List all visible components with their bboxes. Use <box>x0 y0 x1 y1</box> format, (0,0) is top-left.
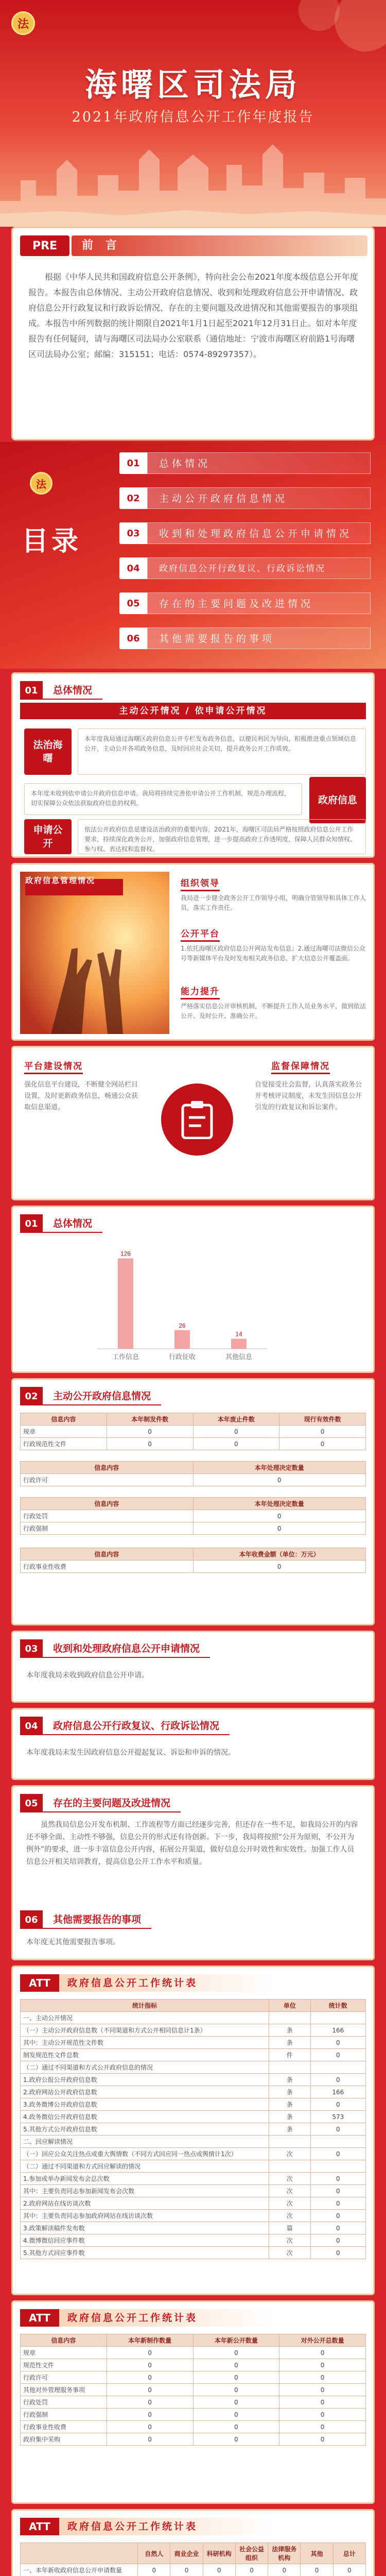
table-row <box>21 2371 366 2384</box>
box-text-law: 本年度我局通过海曙区政府信息公开专栏发布政务信息，以便民利民为导向，积极推进重点领域信息公开，主动公开各项政务信息，及时回应社会关切，提升政务公开工作质效。 <box>78 728 366 775</box>
table-regulations <box>20 1413 366 1450</box>
column-header: 信息内容 <box>21 2334 107 2347</box>
table-cell: 2.政府网站在线访谈次数 <box>21 2197 269 2210</box>
table-cell: 1.政府公报公开政府信息数 <box>21 2074 269 2086</box>
table-cell: 0 <box>107 2421 193 2433</box>
report-header <box>0 0 386 227</box>
sub-title-leadership: 组织领导 <box>181 876 220 891</box>
attachment-3-card <box>11 2509 375 2576</box>
section-header <box>20 1387 161 1405</box>
table-cell <box>310 2012 365 2024</box>
toc-item-03[interactable] <box>119 522 371 544</box>
table-row <box>21 2210 366 2222</box>
column-header: 对外公开总数量 <box>279 2334 366 2347</box>
table-cell: 行政许可 <box>21 1474 194 1486</box>
table-row <box>21 2396 366 2409</box>
table-cell <box>269 2061 311 2074</box>
toc-number: 03 <box>119 522 147 544</box>
table-cell: 0 <box>107 2384 193 2396</box>
toc-number: 02 <box>119 487 147 509</box>
table-cell: 0 <box>310 2074 365 2086</box>
table-cell: 0 <box>107 2409 193 2421</box>
table-cell: 规范性文件 <box>21 2359 107 2371</box>
table-row <box>21 2111 366 2123</box>
table-cell: 0 <box>193 2359 279 2371</box>
table-cell: 0 <box>193 1561 366 1573</box>
table-cell: 条 <box>269 2037 311 2049</box>
table-cell: 0 <box>107 2359 193 2371</box>
preface-card <box>11 227 375 440</box>
column-header: 本年制发件数 <box>107 1413 193 1426</box>
table-cell: 0 <box>333 2564 365 2576</box>
table-cell: 0 <box>107 2396 193 2409</box>
table-cell: 一、主动公开情况 <box>21 2012 269 2024</box>
table-cell: 0 <box>310 2037 365 2049</box>
table-cell: 次 <box>269 2185 311 2197</box>
table-cell: 0 <box>193 1522 366 1535</box>
table-cell: 1.参加或举办新闻发布会总次数 <box>21 2173 269 2185</box>
table-row <box>21 1474 366 1486</box>
table-cell <box>269 2012 311 2024</box>
decorative-clouds <box>288 0 386 62</box>
table-licensing <box>20 1461 366 1486</box>
table-row <box>21 2148 366 2160</box>
image-caption: 政府信息管理情况 <box>25 876 96 885</box>
table-cell: 行政处罚 <box>21 1510 194 1522</box>
section-5-text: 虽然我局信息公开发布机制、工作流程等方面已经逐步完善，但还存在一些不足，如我局公开的内容还不够全面、主动性不够强，信息公开的形式还有待创新。下一步，我局将按照“公开为原则，不公开为例外”的要求，进一步丰富信息公开内容，拓展公开渠道，做好信息公开时效性和实效性。加强工作人员信息公开相关培训教育，提高信息公开工作水平和质量。 <box>26 1821 358 1866</box>
table-cell: 5.其他方式回应事件数 <box>21 2247 269 2259</box>
table-row <box>21 2123 366 2136</box>
table-cell: 次 <box>269 2210 311 2222</box>
table-row <box>21 2347 366 2359</box>
table-row <box>21 2098 366 2111</box>
section-6-text: 本年度无其他需要报告事项。 <box>26 1938 120 1946</box>
box-text-info: 本年度未收到依申请公开政府信息申请。我局将持续完善依申请公开工作机制，规范办理流程，切实保障公众依法获取政府信息的权利。 <box>24 783 302 815</box>
section-header <box>20 1910 151 1929</box>
preface-heading: 前言 <box>72 235 367 256</box>
table-cell: 0 <box>310 2185 365 2197</box>
table-cell: 0 <box>279 2347 366 2359</box>
table-row <box>21 2359 366 2371</box>
column-header: 统计数 <box>310 1999 365 2012</box>
table-cell: 0 <box>193 2409 279 2421</box>
platform-title: 平台建设情况 <box>24 1059 83 1074</box>
toc-label: 存在的主要问题及改进情况 <box>147 592 371 614</box>
section-number: 06 <box>20 1910 43 1929</box>
column-header: 商业企业 <box>170 2543 203 2564</box>
table-row <box>21 2049 366 2061</box>
table-cell: 5.其他方式公开政府信息数 <box>21 2123 269 2136</box>
table-cell: 573 <box>310 2111 365 2123</box>
toc-item-02[interactable] <box>119 487 371 509</box>
table-cell: （二）通过不同渠道和方式回应解读的情况 <box>21 2160 269 2173</box>
toc-item-06[interactable] <box>119 628 371 649</box>
table-cell: 166 <box>310 2086 365 2098</box>
table-cell: 166 <box>310 2024 365 2037</box>
overview-card <box>11 672 375 858</box>
sub-title-capability: 能力提升 <box>181 984 220 999</box>
column-header: 本年处理决定数量 <box>193 1498 366 1510</box>
toc-item-04[interactable] <box>119 557 371 579</box>
overview-banner: 主动公开情况 / 依申请公开情况 <box>20 703 366 719</box>
column-header: 统计指标 <box>21 1999 269 2012</box>
table-fees <box>20 1548 366 1573</box>
section-3-text: 本年度我局未收到政府信息公开申请。 <box>26 1671 149 1680</box>
att-title: 政府信息公开工作统计表 <box>59 1974 275 1992</box>
section-title: 收到和处理政府信息公开申请情况 <box>43 1639 210 1658</box>
city-skyline-illustration <box>0 139 386 227</box>
tick-label-2: 其他信息 <box>225 1353 253 1361</box>
toc-label: 总体情况 <box>147 452 371 474</box>
table-of-contents <box>0 442 386 669</box>
tick-label-1: 行政征收 <box>168 1353 196 1361</box>
overview-chart-card <box>11 1206 375 1373</box>
section-title: 总体情况 <box>43 681 102 700</box>
overview-bar-chart <box>20 1238 366 1369</box>
table-cell: 0 <box>268 2564 301 2576</box>
table-cell: 行政规范性文件 <box>21 1438 107 1450</box>
sub-title-platform: 公开平台 <box>181 926 220 942</box>
court-emblem-icon: 法 <box>30 472 52 495</box>
att-title: 政府信息公开工作统计表 <box>59 2309 275 2327</box>
toc-label: 收到和处理政府信息公开申请情况 <box>147 522 371 544</box>
box-tag-info: 政府信息 <box>309 777 366 823</box>
section-header <box>20 1794 181 1812</box>
table-cell: 0 <box>107 2347 193 2359</box>
column-header: 法律服务机构 <box>268 2543 301 2564</box>
section-3-card <box>11 1631 375 1703</box>
table-row <box>21 2136 366 2148</box>
supervision-title: 监督保障情况 <box>271 1059 330 1074</box>
hands-sunlight-image <box>20 872 169 1034</box>
section-number: 01 <box>20 681 43 700</box>
table-cell: 0 <box>235 2564 268 2576</box>
section-number: 04 <box>20 1717 43 1735</box>
toc-number: 04 <box>119 557 147 579</box>
table-row <box>21 1438 366 1450</box>
table-cell: 规章 <box>21 1426 107 1438</box>
table-cell: 0 <box>193 2396 279 2409</box>
table-row <box>21 2037 366 2049</box>
stat-table-2 <box>20 2334 366 2446</box>
table-penalty <box>20 1497 366 1535</box>
table-cell: 0 <box>279 2371 366 2384</box>
table-cell: 次 <box>269 2173 311 2185</box>
clipboard-icon <box>161 1083 233 1156</box>
section-4-text: 本年度我局未发生因政府信息公开提起复议、诉讼和申诉的情况。 <box>26 1749 235 1757</box>
table-cell: 0 <box>279 2396 366 2409</box>
section-title: 主动公开政府信息情况 <box>43 1387 161 1405</box>
column-header: 现行有效件数 <box>279 1413 366 1426</box>
table-row <box>21 2086 366 2098</box>
column-header <box>21 2543 138 2564</box>
table-cell: 0 <box>279 2384 366 2396</box>
table-cell: 行政处罚 <box>21 2396 107 2409</box>
table-cell <box>310 2136 365 2148</box>
table-cell: 0 <box>193 2433 279 2446</box>
table-cell <box>269 2160 311 2173</box>
table-cell: 规章 <box>21 2347 107 2359</box>
column-header: 科研机构 <box>203 2543 235 2564</box>
table-cell: （一）主动公开政府信息数（不同渠道和方式公开相同信息计1条） <box>21 2024 269 2037</box>
table-cell: 行政强制 <box>21 2409 107 2421</box>
att-title: 政府信息公开工作统计表 <box>59 2518 275 2535</box>
att-badge: ATT <box>20 1974 59 1992</box>
table-cell <box>310 2061 365 2074</box>
toc-label: 主动公开政府信息情况 <box>147 487 371 509</box>
section-title: 存在的主要问题及改进情况 <box>43 1794 181 1812</box>
table-cell: 0 <box>107 1438 193 1450</box>
table-cell: 0 <box>279 1426 366 1438</box>
toc-item-01[interactable] <box>119 452 371 474</box>
table-cell: 0 <box>193 1510 366 1522</box>
table-cell: 件 <box>269 2049 311 2061</box>
table-cell: 0 <box>107 2433 193 2446</box>
table-row <box>21 2433 366 2446</box>
column-header: 本年新公开数量 <box>193 2334 279 2347</box>
table-row <box>21 2247 366 2259</box>
court-emblem-icon: 法 <box>11 11 35 35</box>
table-cell: 篇 <box>269 2222 311 2234</box>
column-header: 本年新制作数量 <box>107 2334 193 2347</box>
box-tag-law: 法治海曙 <box>24 728 72 775</box>
section-header <box>20 1214 102 1233</box>
table-cell: 行政强制 <box>21 1522 194 1535</box>
box-tag-apply: 申请公开 <box>24 819 72 854</box>
bar-0 <box>118 1259 133 1349</box>
table-cell: 3.政务微博公开政府信息数 <box>21 2098 269 2111</box>
preface-text: 根据《中华人民共和国政府信息公开条例》，特向社会公布2021年度本级信息公开年度报告。本报告由总体情况、主动公开政府信息情况、收到和处理政府信息公开申请情况、政府信息公开行政复议和行政诉讼情况、存在的主要问题及改进情况和其他需要报告的事项组成。本报告中所列数据的统计期限自2021年1月1日起至2021年12月31日止。如对本年度报告有任何疑问，请与海曙区司法局办公室联系（通信地址：宁波市海曙区府前路1号海曙区司法局办公室；邮编：315151；电话：0574-89297357）。 <box>28 272 358 359</box>
toc-number: 06 <box>119 628 147 649</box>
table-cell: 次 <box>269 2247 311 2259</box>
toc-title: 目录 <box>22 526 82 557</box>
page-subtitle: 2021年政府信息公开工作年度报告 <box>72 109 314 125</box>
table-cell: 4.微博微信回应事件数 <box>21 2234 269 2247</box>
table-row <box>21 2173 366 2185</box>
management-card <box>11 863 375 1041</box>
table-row <box>21 1561 366 1573</box>
table-row <box>21 2012 366 2024</box>
tick-label-0: 工作信息 <box>112 1353 139 1361</box>
section-header <box>20 1717 230 1735</box>
section-title: 其他需要报告的事项 <box>43 1910 151 1929</box>
table-cell: 条 <box>269 2111 311 2123</box>
section-number: 05 <box>20 1794 43 1812</box>
page-title: 海曙区司法局 <box>84 66 301 104</box>
table-cell: 2.政府网站公开政府信息数 <box>21 2086 269 2098</box>
section-number: 03 <box>20 1639 43 1658</box>
table-cell: 0 <box>203 2564 235 2576</box>
table-cell: 0 <box>193 1438 279 1450</box>
sub-text-platform: 1.依托海曙区政府信息公开网站发布信息；2.通过海曙司法微信公众号等新媒体平台及时发布相关政务信息，扩大信息公开覆盖面。 <box>181 945 365 962</box>
table-cell: 0 <box>279 1438 366 1450</box>
section-header <box>20 1639 210 1658</box>
section-2-card <box>11 1378 375 1625</box>
table-row <box>21 1426 366 1438</box>
toc-label: 政府信息公开行政复议、行政诉讼情况 <box>147 557 371 579</box>
table-cell: 次 <box>269 2197 311 2210</box>
column-header: 本年废止件数 <box>193 1413 279 1426</box>
table-row <box>21 2197 366 2210</box>
toc-item-05[interactable] <box>119 592 371 614</box>
column-header: 本年处理决定数量 <box>193 1462 366 1474</box>
table-cell: 0 <box>193 2371 279 2384</box>
table-cell: 制发规范性文件总数 <box>21 2049 269 2061</box>
table-row <box>21 2384 366 2396</box>
table-cell: （一）回应公众关注热点或重大舆情数（不同方式回应同一热点或舆情计1次） <box>21 2148 269 2160</box>
column-header: 自然人 <box>138 2543 170 2564</box>
column-header: 信息内容 <box>21 1498 194 1510</box>
table-cell: 行政许可 <box>21 2371 107 2384</box>
column-header: 信息内容 <box>21 1462 194 1474</box>
toc-number: 01 <box>119 452 147 474</box>
toc-label: 其他需要报告的事项 <box>147 628 371 649</box>
sub-text-leadership: 我局进一步健全政务公开工作领导小组，明确分管领导和具体工作人员，落实工作责任。 <box>181 894 366 911</box>
column-header: 信息内容 <box>21 1413 107 1426</box>
table-cell: 其中：主要负责同志参加政府网站在线访谈次数 <box>21 2210 269 2222</box>
table-cell: 行政事业性收费 <box>21 2421 107 2433</box>
data-label-1: 26 <box>179 1321 186 1329</box>
table-cell: 0 <box>310 2197 365 2210</box>
column-header: 本年收费金额（单位：万元） <box>193 1548 366 1561</box>
table-cell: 0 <box>310 2234 365 2247</box>
section-number: 01 <box>20 1214 43 1233</box>
table-row <box>21 2421 366 2433</box>
stat-table-1 <box>20 1999 366 2259</box>
section-4-card <box>11 1708 375 1780</box>
table-cell: 其中：主要负责同志参加新闻发布会次数 <box>21 2185 269 2197</box>
table-cell: 0 <box>310 2049 365 2061</box>
table-cell: 其他对外管理服务事项 <box>21 2384 107 2396</box>
table-cell: 条 <box>269 2074 311 2086</box>
table-cell: 0 <box>310 2222 365 2234</box>
table-row <box>21 2564 366 2576</box>
table-cell: 0 <box>279 2409 366 2421</box>
table-cell: 0 <box>310 2148 365 2160</box>
attachment-1-card <box>11 1965 375 2295</box>
table-cell: 0 <box>310 2098 365 2111</box>
table-row <box>21 1522 366 1535</box>
column-header: 单位 <box>269 1999 311 2012</box>
bar-2 <box>231 1339 247 1349</box>
column-header: 社会公益组织 <box>235 2543 268 2564</box>
table-cell: 0 <box>107 1426 193 1438</box>
table-row <box>21 2409 366 2421</box>
table-row <box>21 2074 366 2086</box>
table-cell: 次 <box>269 2148 311 2160</box>
table-cell: 0 <box>107 2371 193 2384</box>
table-cell: 0 <box>279 2359 366 2371</box>
table-cell: 一、本年新收政府信息公开申请数量 <box>21 2564 138 2576</box>
table-cell: 条 <box>269 2024 311 2037</box>
column-header: 信息内容 <box>21 1548 194 1561</box>
pre-badge: PRE <box>20 235 69 256</box>
table-cell: 0 <box>310 2123 365 2136</box>
table-cell: 0 <box>310 2210 365 2222</box>
table-cell: 二、回应解读情况 <box>21 2136 269 2148</box>
table-cell: 0 <box>279 2433 366 2446</box>
section-header <box>20 681 102 700</box>
table-cell: 0 <box>193 2421 279 2433</box>
box-text-apply: 依法公开政府信息是建设法治政府的重要内容。2021年，海曙区司法局严格按照政府信息公开工作要求，持续深化政务公开，加强政府信息管理，进一步提高政府工作透明度，保障人民群众知情权、参与权、表达权和监督权。 <box>78 819 366 854</box>
section-number: 02 <box>20 1387 43 1405</box>
table-cell: 4.政务微信公开政府信息数 <box>21 2111 269 2123</box>
table-cell: 0 <box>193 1474 366 1486</box>
table-cell: 0 <box>193 2347 279 2359</box>
table-cell: 其中：主动公开规范性文件数 <box>21 2037 269 2049</box>
table-row <box>21 2185 366 2197</box>
sub-text-capability: 严格落实信息公开审核机制，不断提升工作人员业务水平，做到依法公开、及时公开、准确公开。 <box>181 1003 366 1020</box>
table-cell: 政府集中采购 <box>21 2433 107 2446</box>
table-cell <box>310 2160 365 2173</box>
data-label-0: 126 <box>120 1250 131 1258</box>
table-cell: 0 <box>310 2247 365 2259</box>
supervision-text: 自觉接受社会监督，认真落实政务公开考核评议制度，未发生因信息公开引发的行政复议和诉讼案件。 <box>255 1081 362 1111</box>
att-badge: ATT <box>20 2309 59 2327</box>
column-header: 其他 <box>301 2543 333 2564</box>
table-cell: 行政事业性收费 <box>21 1561 194 1573</box>
table-cell: 0 <box>170 2564 203 2576</box>
table-row <box>21 1510 366 1522</box>
attachment-2-card <box>11 2300 375 2504</box>
stat-table-3 <box>20 2543 366 2576</box>
table-cell: 0 <box>301 2564 333 2576</box>
table-cell: 0 <box>310 2173 365 2185</box>
table-cell <box>269 2136 311 2148</box>
table-cell: 0 <box>193 2384 279 2396</box>
table-cell: 0 <box>138 2564 170 2576</box>
section-title: 政府信息公开行政复议、行政诉讼情况 <box>43 1717 230 1735</box>
table-row <box>21 2160 366 2173</box>
table-cell: 次 <box>269 2234 311 2247</box>
table-cell: 0 <box>279 2421 366 2433</box>
table-row <box>21 2222 366 2234</box>
table-row <box>21 2234 366 2247</box>
table-cell: 条 <box>269 2123 311 2136</box>
data-label-2: 14 <box>235 1330 242 1338</box>
table-cell: 条 <box>269 2098 311 2111</box>
table-cell: 3.政策解读稿件发布数 <box>21 2222 269 2234</box>
section-5-6-card <box>11 1785 375 1960</box>
table-cell: （二）通过不同渠道和方式公开政府信息的情况 <box>21 2061 269 2074</box>
column-header: 总计 <box>333 2543 365 2564</box>
toc-number: 05 <box>119 592 147 614</box>
att-badge: ATT <box>20 2518 59 2535</box>
platform-text: 强化信息平台建设，不断健全网站栏目设置，及时更新政务信息，畅通公众获取信息渠道。 <box>24 1081 138 1111</box>
platform-supervision-card <box>11 1046 375 1200</box>
table-cell: 条 <box>269 2086 311 2098</box>
bar-1 <box>174 1330 190 1349</box>
table-cell: 0 <box>193 1426 279 1438</box>
table-row <box>21 2024 366 2037</box>
table-row <box>21 2061 366 2074</box>
chart-title: 总体情况 <box>43 1214 102 1233</box>
